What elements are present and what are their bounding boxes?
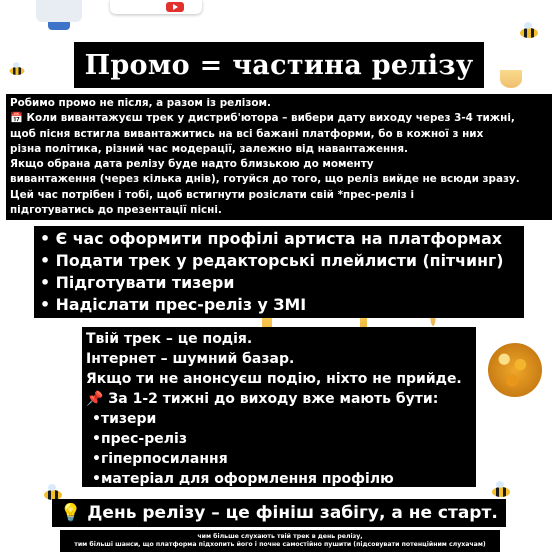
checklist-item: •гіперпосилання	[92, 451, 228, 467]
intro-line: 📅 Коли вивантажуєш трек у дистриб'ютора – вибери дату виходу через 3-4 тижні,	[10, 112, 515, 125]
event-panel	[82, 327, 476, 487]
release-day-banner	[52, 499, 506, 527]
checklist-item: •тизери	[92, 411, 157, 427]
checklist-item: •матеріал для оформлення профілю	[92, 471, 394, 487]
intro-line: різна політика, різний час модерації, залежно від навантаження.	[10, 142, 408, 155]
list-item: • Підготувати тизери	[40, 273, 235, 292]
bee-icon	[10, 67, 24, 75]
event-line: 📌 За 1-2 тижні до виходу вже мають бути:	[86, 391, 439, 407]
event-line: Твій трек – це подія.	[86, 331, 253, 347]
footnote-line: чим більше слухають твій трек в день релізу,	[197, 533, 363, 540]
intro-line: Цей час потрібен і тобі, щоб встигнути розіслати свій *прес-реліз і	[10, 188, 415, 201]
footnote-line: тим більші шанси, що платформа підхопить його і почне самостійно пушити (підсовувати потенційним слухачам)	[74, 541, 486, 548]
release-day-text: 💡 День релізу – це фініш забігу, а не старт.	[60, 503, 498, 523]
title-banner	[74, 42, 484, 88]
page-title: Промо = частина релізу	[84, 49, 474, 81]
intro-panel	[6, 94, 552, 220]
list-item: • Подати трек у редакторські плейлисти (пітчинг)	[40, 251, 504, 270]
event-line: Інтернет – шумний базар.	[86, 351, 295, 367]
intro-line: Якщо обрана дата релізу буде надто близькою до моменту	[10, 158, 374, 171]
footnote-panel	[60, 530, 500, 552]
intro-line: вивантаження (через кілька днів), готуйся до того, що реліз вийде не всюди зразу.	[10, 173, 520, 186]
list-item: • Є час оформити профілі артиста на платформах	[40, 229, 502, 248]
phone-illustration-base	[48, 22, 70, 30]
intro-line: підготуватись до презентації пісні.	[10, 204, 222, 217]
event-line: Якщо ти не анонсуєш подію, ніхто не прийде.	[86, 371, 462, 387]
list-item: • Надіслати прес-реліз у ЗМІ	[40, 295, 307, 314]
bee-icon	[492, 487, 510, 497]
play-icon	[166, 2, 184, 12]
honey-drip-image	[500, 70, 522, 88]
benefits-list	[34, 226, 524, 318]
bee-icon	[520, 28, 538, 38]
video-player-illustration	[110, 0, 202, 14]
honeycomb-image	[488, 343, 542, 397]
checklist-item: •прес-реліз	[92, 431, 187, 447]
intro-line: щоб пісня встигла вивантажитись на всі бажані платформи, бо в кожної з них	[10, 127, 484, 140]
phone-illustration	[36, 0, 82, 22]
intro-line: Робимо промо не після, а разом із релізом.	[10, 97, 271, 109]
